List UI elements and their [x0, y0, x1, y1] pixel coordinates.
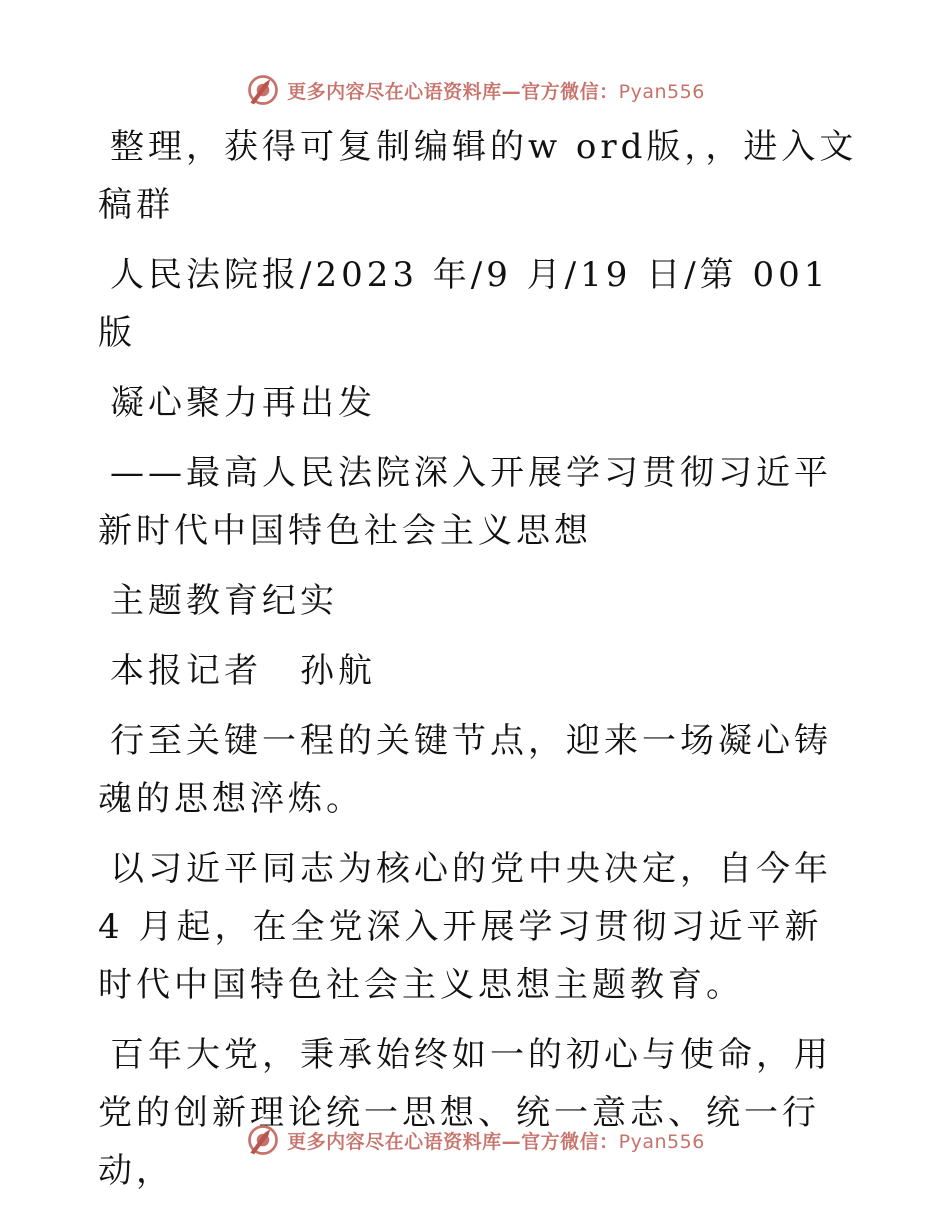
article-title: 凝心聚力再出发 — [110, 383, 376, 423]
body-paragraph: 行至关键一程的关键节点，迎来一场凝心铸魂的思想淬炼。 — [98, 721, 832, 819]
intro-paragraph: 整理，获得可复制编辑的w ord版，，进入文稿群 — [98, 127, 858, 225]
pen-logo-icon — [245, 72, 281, 108]
footer-watermark — [0, 1120, 950, 1160]
article-subtitle-2: 主题教育纪实 — [110, 581, 338, 621]
article-subtitle: ——最高人民法院深入开展学习贯彻习近平新时代中国特色社会主义思想 — [98, 453, 832, 551]
watermark-text: 更多内容尽在心语资料库—官方微信：Pyan556 — [287, 80, 705, 103]
document-body — [98, 118, 858, 1212]
header-watermark — [0, 70, 950, 110]
watermark-text: 更多内容尽在心语资料库—官方微信：Pyan556 — [287, 1130, 705, 1153]
body-paragraph: 百年大党，秉承始终如一的初心与使命，用党的创新理论统一思想、统一意志、统一行动， — [98, 1035, 832, 1191]
byline: 本报记者 孙航 — [110, 651, 376, 691]
pen-logo-icon — [245, 1122, 281, 1158]
source-line: 人民法院报/2023 年/9 月/19 日/第 001 版 — [98, 255, 830, 353]
body-paragraph: 以习近平同志为核心的党中央决定，自今年 4 月起，在全党深入开展学习贯彻习近平新时代中国特色社会主义思想主题教育。 — [98, 849, 832, 1005]
